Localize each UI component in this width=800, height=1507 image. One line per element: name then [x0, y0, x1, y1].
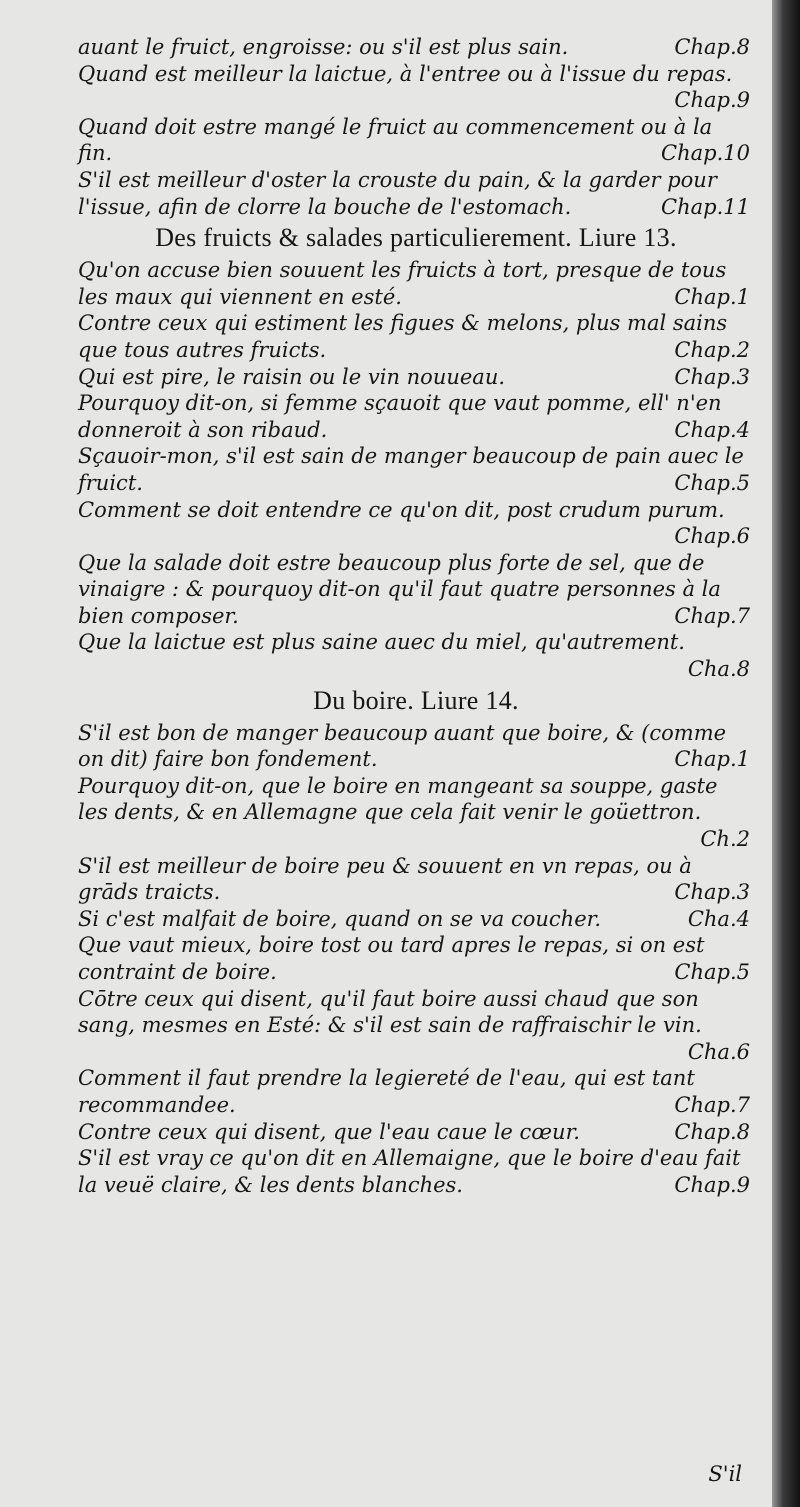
- toc-entry: [78, 853, 754, 906]
- catchword: S'il: [708, 1462, 742, 1486]
- chapter-number: Chap.6: [674, 524, 750, 549]
- entry-text: Pourquoy dit-on, si femme sçauoit que vaut pomme, ell' n'en donneroit à son ribaud.: [78, 391, 722, 442]
- chapter-number: Chap.2: [674, 337, 750, 362]
- section-heading: Du boire. Liure 14.: [313, 685, 519, 715]
- chapter-number: Cha.8: [687, 657, 750, 682]
- chapter-number: Chap.8: [674, 1119, 750, 1144]
- toc-entry: [78, 1065, 754, 1118]
- chapter-number: Chap.3: [674, 364, 750, 389]
- entry-text: S'il est meilleur de boire peu & souuent en vn repas, ou à grāds traicts.: [78, 853, 692, 905]
- entry-text: Qui est pire, le raisin ou le vin nouueau.: [78, 364, 506, 389]
- chapter-number: Chap.10: [661, 141, 750, 166]
- entry-text: Contre ceux qui disent, que l'eau caue le cœur.: [78, 1119, 580, 1144]
- toc-entry: [78, 310, 754, 363]
- toc-entry: [78, 34, 754, 61]
- entry-text: Si c'est malfait de boire, quand on se va coucher.: [78, 906, 602, 931]
- book-spine-edge: [772, 0, 800, 1507]
- chapter-number: Chap.9: [674, 1172, 750, 1197]
- entry-text: S'il est bon de manger beaucoup auant que boire, & (comme on dit) faire bon fondement.: [78, 720, 727, 772]
- toc-entry: [78, 443, 754, 496]
- toc-entry: [78, 773, 754, 853]
- chapter-number: Chap.7: [674, 1092, 750, 1117]
- entry-text: Quand est meilleur la laictue, à l'entree ou à l'issue du repas.: [78, 61, 733, 86]
- toc-entry: [78, 1119, 754, 1146]
- chapter-number: Chap.3: [674, 880, 750, 905]
- toc-entry: [78, 1145, 754, 1198]
- entry-text: Que vaut mieux, boire tost ou tard apres le repas, si on est contraint de boire.: [78, 933, 705, 984]
- toc-entry: [78, 906, 754, 933]
- entry-text: Qu'on accuse bien souuent les fruicts à tort, presque de tous les maux qui viennent en esté.: [78, 258, 727, 309]
- entry-text: Comment il faut prendre la legiereté de l'eau, qui est tant recommandee.: [78, 1066, 695, 1117]
- toc-entry: [78, 497, 754, 550]
- entry-text: Cōtre ceux qui disent, qu'il faut boire aussi chaud que son sang, mesmes en Esté: & s'il est sain de raffraischir le vin.: [78, 986, 702, 1038]
- chapter-number: Cha.4: [687, 906, 750, 931]
- toc-entry: [78, 932, 754, 985]
- toc-entry: [78, 167, 754, 220]
- entry-text: S'il est vray ce qu'on dit en Allemaigne, que le boire d'eau fait la veuë claire, & les dents blanches.: [78, 1146, 741, 1197]
- toc-entry: [78, 61, 754, 114]
- chapter-number: Chap.9: [674, 88, 750, 113]
- entry-text: Que la laictue est plus saine auec du miel, qu'autrement.: [78, 630, 685, 655]
- chapter-number: Chap.7: [674, 603, 750, 628]
- entry-text: Que la salade doit estre beaucoup plus forte de sel, que de vinaigre : & pourquoy dit-on qu'il faut quatre personnes à la bien composer.: [78, 550, 721, 628]
- chapter-number: Cha.6: [687, 1039, 750, 1064]
- toc-entry: [78, 720, 754, 773]
- chapter-number: Chap.5: [674, 470, 750, 495]
- table-of-contents: [78, 34, 754, 1198]
- entry-text: S'il est meilleur d'oster la crouste du pain, & la garder pour l'issue, afin de clorre la bouche de l'estomach.: [78, 167, 717, 219]
- chapter-number: Ch.2: [700, 827, 750, 852]
- entry-text: Pourquoy dit-on, que le boire en mangeant sa souppe, gaste les dents, & en Allemagne que cela fait venir le goüettron.: [78, 773, 718, 825]
- toc-entry: [78, 390, 754, 443]
- toc-entry: [78, 986, 754, 1066]
- chapter-number: Chap.1: [674, 284, 750, 309]
- chapter-number: Chap.1: [674, 747, 750, 772]
- chapter-number: Chap.11: [661, 194, 750, 219]
- toc-entry: [78, 364, 754, 391]
- entry-text: auant le fruict, engroisse: ou s'il est plus sain.: [78, 35, 569, 59]
- section-heading: Des fruicts & salades particulierement. Liure 13.: [155, 223, 677, 253]
- chapter-number: Chap.8: [674, 35, 750, 59]
- toc-entry: [78, 114, 754, 167]
- toc-entry: [78, 257, 754, 310]
- entry-text: Quand doit estre mangé le fruict au commencement ou à la fin.: [78, 114, 713, 166]
- toc-entry: [78, 550, 754, 630]
- toc-entry: [78, 629, 754, 682]
- entry-text: Comment se doit entendre ce qu'on dit, post crudum purum.: [78, 497, 725, 522]
- entry-text: Sçauoir-mon, s'il est sain de manger beaucoup de pain auec le fruict.: [78, 444, 744, 495]
- chapter-number: Chap.5: [674, 960, 750, 984]
- chapter-number: Chap.4: [674, 417, 750, 442]
- entry-text: Contre ceux qui estiment les figues & melons, plus mal sains que tous autres fruicts.: [78, 311, 728, 362]
